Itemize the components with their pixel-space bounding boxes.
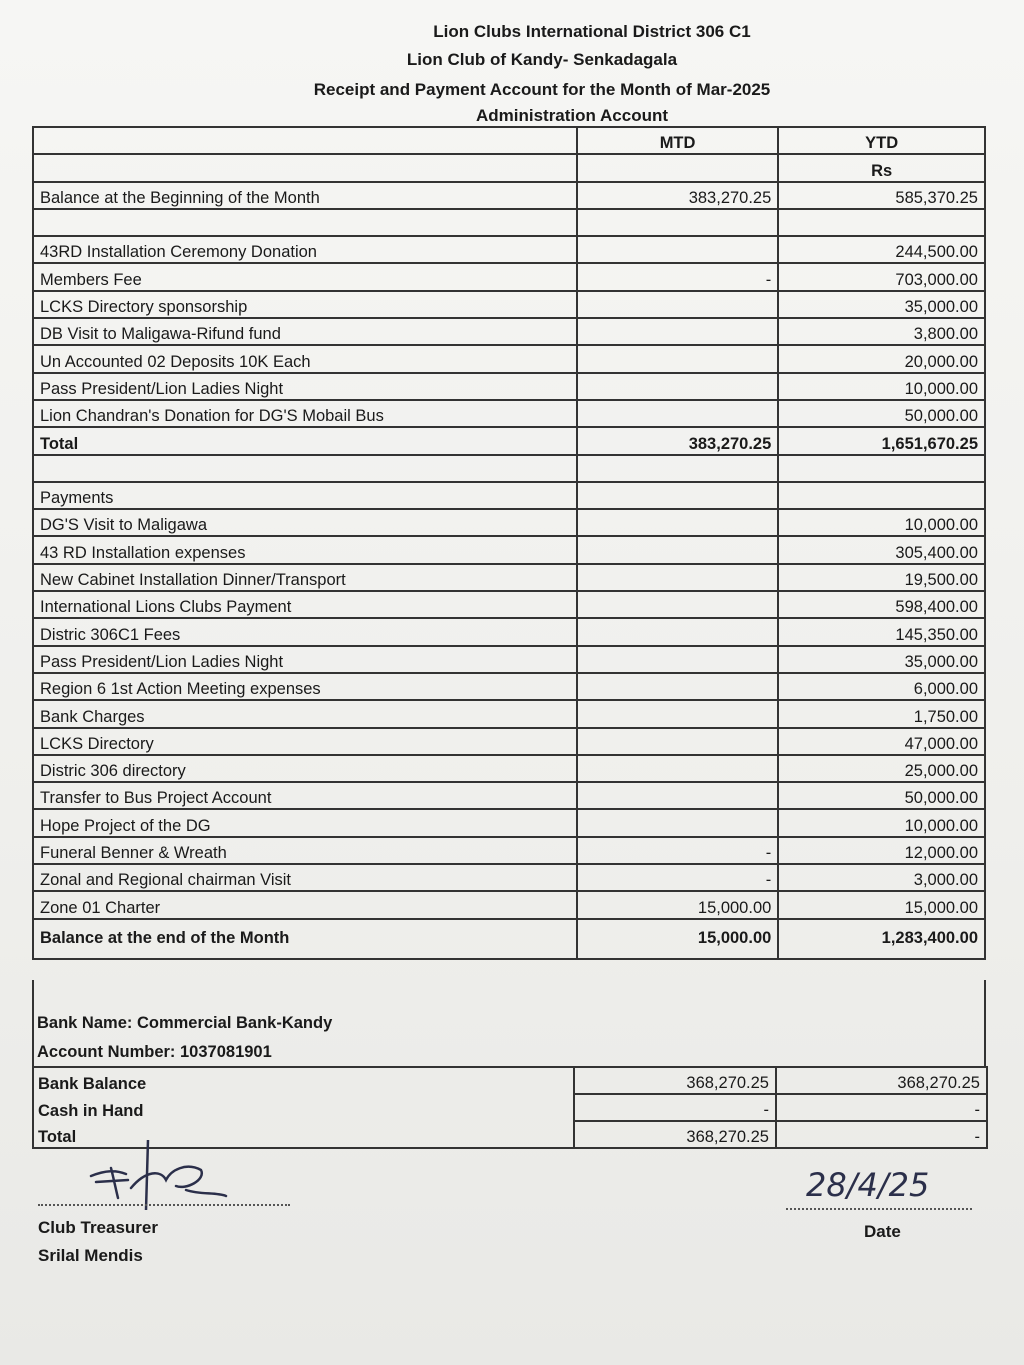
payment-row [33, 782, 985, 809]
bank-balance-row [33, 1094, 987, 1121]
mtd-value: 15,000.00 [577, 891, 778, 918]
row-label: Un Accounted 02 Deposits 10K Each [33, 345, 577, 372]
row-label: Lion Chandran's Donation for DG'S Mobail Bus [33, 400, 577, 427]
header-blank-cell [33, 127, 577, 154]
blank-cell [778, 209, 985, 236]
account-number: Account Number: 1037081901 [37, 1043, 272, 1061]
row-label: LCKS Directory sponsorship [33, 291, 577, 318]
receipt-row [33, 263, 985, 290]
payment-row [33, 700, 985, 727]
mtd-value [577, 509, 778, 536]
currency-blank-cell [33, 154, 577, 181]
payment-row [33, 864, 985, 891]
row-label: Members Fee [33, 263, 577, 290]
payments-heading-row [33, 482, 985, 509]
mtd-value [577, 318, 778, 345]
row-label: Zonal and Regional chairman Visit [33, 864, 577, 891]
currency-label: Rs [778, 154, 985, 181]
payment-row [33, 591, 985, 618]
mtd-value: 368,270.25 [574, 1121, 776, 1148]
ytd-value: 1,651,670.25 [778, 427, 985, 454]
bank-row-label: Cash in Hand [33, 1094, 574, 1121]
mtd-value [577, 755, 778, 782]
mtd-value [577, 564, 778, 591]
row-label: Hope Project of the DG [33, 809, 577, 836]
mtd-value [577, 345, 778, 372]
blank-cell [577, 455, 778, 482]
mtd-header: MTD [577, 127, 778, 154]
row-label: Pass President/Lion Ladies Night [33, 646, 577, 673]
ytd-value: 10,000.00 [778, 509, 985, 536]
ytd-value: 12,000.00 [778, 837, 985, 864]
mtd-value [577, 591, 778, 618]
opening-balance-row [33, 182, 985, 209]
mtd-value [577, 673, 778, 700]
ytd-value: 35,000.00 [778, 291, 985, 318]
blank-cell [778, 455, 985, 482]
payment-row [33, 755, 985, 782]
handwritten-date: 28/4/25 [806, 1166, 930, 1204]
treasurer-name: Srilal Mendis [38, 1246, 143, 1265]
ytd-header: YTD [778, 127, 985, 154]
mtd-value: - [577, 263, 778, 290]
report-title: Receipt and Payment Account for the Month of Mar-2025 [313, 80, 771, 99]
ytd-value: 50,000.00 [778, 400, 985, 427]
account-name: Administration Account [475, 106, 669, 125]
payment-row [33, 564, 985, 591]
ytd-value: 10,000.00 [778, 373, 985, 400]
date-line [786, 1208, 972, 1210]
payment-row [33, 618, 985, 645]
treasurer-role: Club Treasurer [38, 1218, 158, 1237]
mtd-value: - [574, 1094, 776, 1121]
closing-balance-row [33, 919, 985, 959]
ytd-value: 35,000.00 [778, 646, 985, 673]
payment-row [33, 509, 985, 536]
column-header-row [33, 127, 985, 154]
ytd-value: 6,000.00 [778, 673, 985, 700]
blank-cell [577, 209, 778, 236]
ytd-value: 19,500.00 [778, 564, 985, 591]
row-label: Balance at the Beginning of the Month [33, 182, 577, 209]
bank-row-label: Total [33, 1121, 574, 1148]
row-label: Total [33, 427, 577, 454]
bank-row-label: Bank Balance [33, 1067, 574, 1094]
payments-heading: Payments [33, 482, 577, 509]
receipts-total-row [33, 427, 985, 454]
row-label: DB Visit to Maligawa-Rifund fund [33, 318, 577, 345]
ytd-value: 585,370.25 [778, 182, 985, 209]
receipt-payment-table [32, 126, 986, 960]
row-label: New Cabinet Installation Dinner/Transport [33, 564, 577, 591]
spacer-row [33, 209, 985, 236]
mtd-value [577, 782, 778, 809]
row-label: International Lions Clubs Payment [33, 591, 577, 618]
ytd-value: 10,000.00 [778, 809, 985, 836]
receipt-row [33, 318, 985, 345]
mtd-value [577, 400, 778, 427]
mtd-value: - [577, 837, 778, 864]
row-label: Distric 306 directory [33, 755, 577, 782]
mtd-value: 383,270.25 [577, 427, 778, 454]
mtd-value: 383,270.25 [577, 182, 778, 209]
ytd-value: - [776, 1121, 987, 1148]
row-label: LCKS Directory [33, 728, 577, 755]
ytd-value: 1,750.00 [778, 700, 985, 727]
row-label: 43RD Installation Ceremony Donation [33, 236, 577, 263]
mtd-value: 15,000.00 [577, 919, 778, 959]
payment-row [33, 673, 985, 700]
mtd-value [577, 646, 778, 673]
row-label: Region 6 1st Action Meeting expenses [33, 673, 577, 700]
row-label: Transfer to Bus Project Account [33, 782, 577, 809]
ytd-value: 305,400.00 [778, 536, 985, 563]
payment-row [33, 837, 985, 864]
mtd-value [577, 728, 778, 755]
row-label: Zone 01 Charter [33, 891, 577, 918]
receipt-row [33, 291, 985, 318]
row-label: DG'S Visit to Maligawa [33, 509, 577, 536]
mtd-value [577, 700, 778, 727]
ytd-value: 703,000.00 [778, 263, 985, 290]
ytd-value: 244,500.00 [778, 236, 985, 263]
ytd-value: 20,000.00 [778, 345, 985, 372]
row-label: Pass President/Lion Ladies Night [33, 373, 577, 400]
payment-row [33, 536, 985, 563]
receipt-row [33, 236, 985, 263]
blank-cell [33, 209, 577, 236]
receipt-row [33, 345, 985, 372]
ytd-value: - [776, 1094, 987, 1121]
row-label: 43 RD Installation expenses [33, 536, 577, 563]
ytd-value: 15,000.00 [778, 891, 985, 918]
ytd-value: 50,000.00 [778, 782, 985, 809]
mtd-value [577, 373, 778, 400]
row-label: Distric 306C1 Fees [33, 618, 577, 645]
row-label: Funeral Benner & Wreath [33, 837, 577, 864]
blank-cell [577, 482, 778, 509]
ytd-value: 1,283,400.00 [778, 919, 985, 959]
date-label: Date [864, 1222, 901, 1241]
ytd-value: 145,350.00 [778, 618, 985, 645]
mtd-value: 368,270.25 [574, 1067, 776, 1094]
ytd-value: 598,400.00 [778, 591, 985, 618]
mtd-value [577, 536, 778, 563]
ytd-value: 3,000.00 [778, 864, 985, 891]
currency-blank-cell [577, 154, 778, 181]
club-name: Lion Club of Kandy- Senkadagala [406, 50, 678, 69]
receipt-row [33, 400, 985, 427]
mtd-value: - [577, 864, 778, 891]
payment-row [33, 728, 985, 755]
mtd-value [577, 291, 778, 318]
ytd-value: 368,270.25 [776, 1067, 987, 1094]
bank-balance-row [33, 1067, 987, 1094]
payment-row [33, 891, 985, 918]
ytd-value: 3,800.00 [778, 318, 985, 345]
treasurer-signature [36, 1140, 296, 1210]
payment-row [33, 809, 985, 836]
signature-line [38, 1204, 290, 1206]
blank-cell [778, 482, 985, 509]
spacer-row [33, 455, 985, 482]
currency-row [33, 154, 985, 181]
blank-cell [33, 455, 577, 482]
ytd-value: 25,000.00 [778, 755, 985, 782]
mtd-value [577, 809, 778, 836]
bank-balance-table [32, 1066, 988, 1149]
bank-name: Bank Name: Commercial Bank-Kandy [37, 1014, 333, 1032]
ytd-value: 47,000.00 [778, 728, 985, 755]
row-label: Bank Charges [33, 700, 577, 727]
row-label: Balance at the end of the Month [33, 919, 577, 959]
district-title: Lion Clubs International District 306 C1 [433, 22, 751, 41]
mtd-value [577, 236, 778, 263]
receipt-row [33, 373, 985, 400]
mtd-value [577, 618, 778, 645]
payment-row [33, 646, 985, 673]
